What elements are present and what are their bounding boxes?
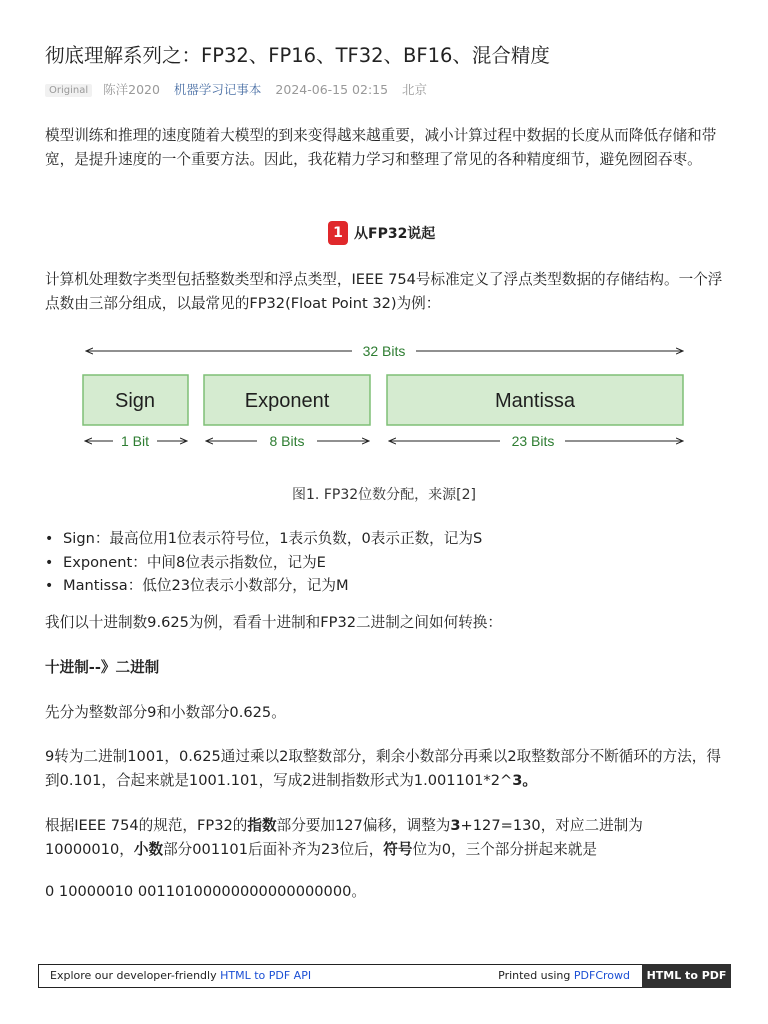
total-bits-label: 32 Bits [362,343,406,359]
section-title: 从FP32说起 [354,226,436,242]
example-paragraph: 我们以十进制数9.625为例，看看十进制和FP32二进制之间如何转换： [45,614,502,631]
sign-field-label: Sign [114,390,156,412]
convert-text: 9转为二进制1001，0.625通过乘以2取整数部分，剩余小数部分再乘以2取整数部分不断循环的方法，得到0.101，合起来就是1001.101，写成2进制指数形式为1.001101*2^ [45,748,721,789]
publish-location: 北京 [402,82,428,97]
float-intro-paragraph: 计算机处理数字类型包括整数类型和浮点类型，IEEE 754号标准定义了浮点类型数据的存储结构。一个浮点数由三部分组成，以最常见的FP32(Float Point 32)为例： [45,271,723,312]
convert-exponent: 3。 [512,772,537,789]
article-meta [45,80,427,98]
ieee-text-2: 部分要加127偏移，调整为 [276,817,451,834]
ieee-bold-sign: 符号 [383,841,413,858]
list-item: • Mantissa：低位23位表示小数部分，记为M [45,574,482,598]
footer-left [50,969,311,982]
original-badge: Original [45,84,92,97]
publish-datetime: 2024-06-15 02:15 [275,82,389,97]
intro-paragraph: 模型训练和推理的速度随着大模型的到来变得越来越重要，减小计算过程中数据的长度从而降低存储和带宽，是提升速度的一个重要方法。因此，我花精力学习和整理了常见的各种精度细节，避免囫囵吞枣。 [45,127,717,168]
exponent-field-label: Exponent [244,390,330,412]
ieee-bold-fraction: 小数 [133,841,164,858]
exponent-bits-label: 8 Bits [269,433,305,449]
ieee-bold-3: 3 [450,817,461,834]
ieee-paragraph [45,814,730,862]
ieee-text-5: 位为0，三个部分拼起来就是 [412,841,597,858]
ieee-text-3: +127=130，对应二进制为10000010， [45,817,643,858]
split-paragraph: 先分为整数部分9和小数部分0.625。 [45,704,286,721]
mantissa-bits-label: 23 Bits [511,433,555,449]
section-number-badge: 1 [328,221,348,245]
pdfcrowd-link[interactable]: PDFCrowd [573,969,630,982]
fp32-bit-layout-figure [80,338,690,458]
section-heading [328,221,435,245]
html-to-pdf-button[interactable]: HTML to PDF [642,964,731,988]
ieee-text-1: 根据IEEE 754的规范，FP32的 [45,817,248,834]
mantissa-field-label: Mantissa [494,390,576,412]
dec-to-bin-heading: 十进制--》二进制 [45,659,160,676]
article-title: 彻底理解系列之：FP32、FP16、TF32、BF16、混合精度 [45,44,550,67]
list-item: • Exponent：中间8位表示指数位，记为E [45,551,482,575]
author-link[interactable]: 陈洋2020 [103,82,160,97]
ieee-text-4: 部分001101后面补齐为23位后， [163,841,384,858]
list-item: • Sign：最高位用1位表示符号位，1表示负数，0表示正数，记为S [45,527,482,551]
convert-paragraph [45,745,730,793]
sign-bits-label: 1 Bit [120,433,150,449]
figure-caption: 图1. FP32位数分配，来源[2] [292,487,476,503]
footer-right [498,969,630,982]
binary-result: 0 10000010 00110100000000000000000。 [45,883,366,900]
ieee-bold-exponent: 指数 [247,817,277,834]
html-to-pdf-api-link[interactable]: HTML to PDF API [220,969,312,982]
footer-left-text: Explore our developer-friendly [50,969,221,982]
fp32-field-list [45,527,482,598]
category-link[interactable]: 机器学习记事本 [173,82,262,97]
footer-right-text: Printed using [498,969,574,982]
pdf-footer-bar [38,964,731,988]
